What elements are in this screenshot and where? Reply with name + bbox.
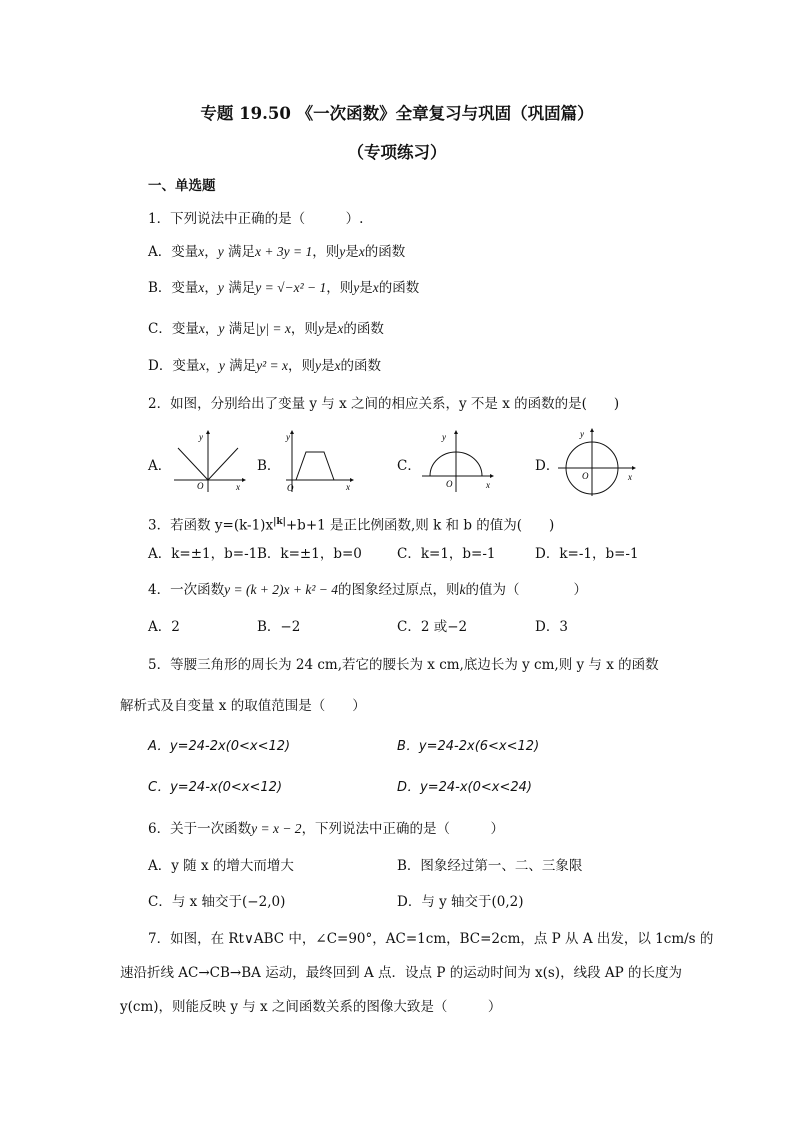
question-5-stem-line-1: 5．等腰三角形的周长为 24 cm,若它的腰长为 x cm,底边长为 y cm,则 y 与 x 的函数 bbox=[148, 657, 659, 673]
graph-b-origin: O bbox=[287, 483, 294, 493]
question-4-option-d: D．3 bbox=[535, 619, 568, 635]
question-3-stem: 3．若函数 $y=(k-1)x^{|k|}+b+1$ 是正比例函数,则 k 和 b 的值为( ) bbox=[148, 517, 555, 534]
graph-c-y-label: y bbox=[442, 432, 446, 442]
question-1-option-c: C．变量x，y 满足|y| = x，则y是x的函数 bbox=[148, 321, 384, 337]
question-3-option-c: C．k=1，b=-1 bbox=[397, 546, 496, 562]
question-5-option-b: B．y=24-2x(6<x<12) bbox=[397, 739, 540, 754]
graph-a-x-label: x bbox=[236, 482, 240, 492]
graph-d bbox=[556, 426, 640, 498]
question-4-option-a: A．2 bbox=[148, 619, 180, 635]
question-5-stem-line-2: 解析式及自变量 x 的取值范围是（ ） bbox=[120, 698, 366, 714]
graph-c bbox=[418, 426, 498, 496]
question-2-option-d-label: D． bbox=[535, 458, 560, 474]
question-7-stem-line-3: y(cm)，则能反映 y 与 x 之间函数关系的图像大致是（ ） bbox=[120, 999, 502, 1015]
graph-b-y-label: y bbox=[286, 432, 290, 442]
question-2-option-c-label: C． bbox=[397, 458, 421, 474]
question-1-stem: 1．下列说法中正确的是（ ）. bbox=[148, 211, 364, 227]
graph-a-y-label: y bbox=[199, 432, 203, 442]
question-5-option-c: C．y=24-x(0<x<12) bbox=[148, 780, 283, 795]
question-2-option-b-label: B． bbox=[257, 458, 281, 474]
question-5-option-d: D．y=24-x(0<x<24) bbox=[397, 780, 532, 795]
question-6-stem: 6．关于一次函数y = x − 2，下列说法中正确的是（ ） bbox=[148, 821, 505, 837]
graph-d-origin: O bbox=[582, 471, 589, 481]
question-4-option-c: C．2 或−2 bbox=[397, 619, 468, 635]
question-2-option-a-label: A． bbox=[148, 458, 172, 474]
section-heading: 一、单选题 bbox=[148, 178, 216, 194]
graph-b bbox=[282, 426, 362, 496]
graph-a-origin: O bbox=[197, 481, 204, 491]
question-6-option-d: D．与 y 轴交于(0,2) bbox=[397, 894, 524, 910]
question-1-option-b: B．变量x，y 满足y = √−x² − 1，则y是x的函数 bbox=[148, 280, 420, 296]
question-6-option-b: B．图象经过第一、二、三象限 bbox=[397, 858, 583, 874]
question-6-option-c: C．与 x 轴交于(−2,0) bbox=[148, 894, 286, 910]
question-3-option-b: B．k=±1，b=0 bbox=[257, 546, 362, 562]
graph-b-curve bbox=[296, 452, 334, 480]
question-5-option-a: A．y=24-2x(0<x<12) bbox=[148, 739, 291, 754]
graph-c-x-label: x bbox=[486, 480, 490, 490]
graph-a bbox=[170, 426, 250, 496]
graph-d-y-label: y bbox=[580, 429, 584, 439]
question-6-option-a: A．y 随 x 的增大而增大 bbox=[148, 858, 294, 874]
question-7-stem-line-1: 7．如图，在 Rt∨ABC 中，∠C=90°，AC=1cm，BC=2cm，点 P 从 A 出发，以 1cm/s 的 bbox=[148, 931, 714, 947]
graph-c-origin: O bbox=[446, 479, 453, 489]
question-4-stem: 4．一次函数y = (k + 2)x + k² − 4的图象经过原点，则k的值为（ ） bbox=[148, 582, 588, 598]
question-3-option-a: A．k=±1，b=-1 bbox=[148, 546, 258, 562]
question-1-option-d: D．变量x，y 满足y² = x，则y是x的函数 bbox=[148, 358, 382, 374]
question-7-stem-line-2: 速沿折线 AC→CB→BA 运动，最终回到 A 点．设点 P 的运动时间为 x(s)，线段 AP 的长度为 bbox=[120, 965, 682, 981]
page-subtitle: （专项练习） bbox=[347, 143, 447, 162]
graph-b-x-label: x bbox=[346, 482, 350, 492]
question-4-option-b: B．−2 bbox=[257, 619, 301, 635]
graph-d-x-label: x bbox=[628, 472, 632, 482]
question-3-option-d: D．k=-1，b=-1 bbox=[535, 546, 639, 562]
page-title: 专题 19.50 《一次函数》全章复习与巩固（巩固篇） bbox=[200, 104, 594, 123]
question-1-option-a: A．变量x，y 满足x + 3y = 1，则y是x的函数 bbox=[148, 244, 406, 260]
question-2-stem: 2．如图，分别给出了变量 y 与 x 之间的相应关系，y 不是 x 的函数的是( ) bbox=[148, 396, 620, 412]
